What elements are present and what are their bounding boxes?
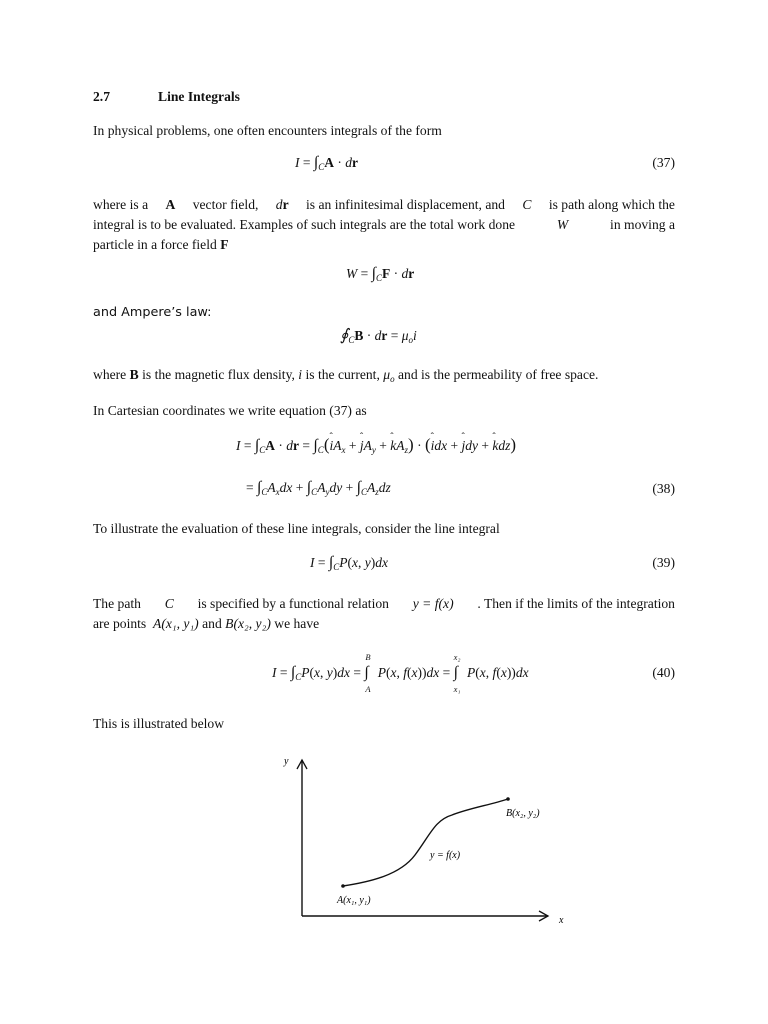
intro-paragraph: In physical problems, one often encounters integrals of the form <box>93 123 442 138</box>
point-A-marker <box>341 884 345 888</box>
paragraph-line-1: where is a A vector field, dr is an infinitesimal displacement, and C is path along which the <box>93 197 675 212</box>
paragraph-path <box>93 594 675 634</box>
equation-39: $I = \int_CP(x$, y)dx <box>310 554 389 572</box>
equation-40: $I = \int_CP(x$, y)dx = ∫ B A P(x, f(x))dx = ∫ x₂ x₁ P(x, f(x))dx <box>272 652 529 694</box>
line-integral-graph <box>270 750 590 950</box>
illustrated-below-text: This is illustrated below <box>93 716 225 731</box>
point-B-marker <box>506 797 510 801</box>
illustrate-paragraph: To illustrate the evaluation of these line integrals, consider the line integral <box>93 521 500 536</box>
section-title: Line Integrals <box>158 89 240 104</box>
equation-39-number: (39) <box>652 555 675 570</box>
equation-38-line-2: = $\int_CA_xdx + \int_CA_ydy + \int_CA_zdz$ <box>246 479 391 497</box>
curve-y-equals-f-of-x <box>343 799 508 886</box>
paragraph-vector-field <box>93 195 675 255</box>
integral-upper-limit-x2: x₂ <box>453 652 461 662</box>
path-line-2: are points A(x₁, y₁) and B(x₂, y₂) we have <box>93 616 320 631</box>
paragraph-line-2: integral is to be evaluated. Examples of such integrals are the total work done W in moving a <box>93 217 675 232</box>
paragraph-line-3: particle in a force field F <box>93 237 229 252</box>
ampere-equation: $∮_CB$ · dr = $\mu_oi$ <box>340 327 417 345</box>
section-number: 2.7 <box>93 89 110 104</box>
integral-upper-limit-B: B <box>365 652 371 662</box>
work-equation: $W = \int_CF$ · dr <box>346 265 415 283</box>
path-line-1: The path C is specified by a functional relation y = f(x) . Then if the limits of the integration <box>93 596 675 611</box>
ampere-label: and Ampere’s law: <box>93 305 212 320</box>
paragraph-magnetic: where B is the magnetic flux density, i is the current, $\mu_o$ and is the permeability of free space. <box>93 367 599 384</box>
integral-lower-limit-A: A <box>365 684 371 694</box>
equation-38-number: (38) <box>652 481 675 496</box>
equation-38-line-1: $I = \int_CA$ · dr = $\int_C(i$ ˆA$_x$ + j ˆA$_y$ + k ˆA$_z$) · (i ˆdx + j ˆdy + k ˆdz) <box>236 435 516 455</box>
point-B-label: B(x₂, y₂) <box>506 808 540 819</box>
equation-37: $I = \int_CA$ · dr <box>295 154 359 172</box>
integral-lower-limit-x1: x₁ <box>453 684 461 694</box>
equation-37-number: (37) <box>652 155 675 170</box>
equation-40-number: (40) <box>652 665 675 680</box>
cartesian-paragraph: In Cartesian coordinates we write equation (37) as <box>93 403 367 418</box>
x-axis-label: x <box>559 915 564 926</box>
curve-label: y = f(x) <box>430 850 461 861</box>
y-axis-label: y <box>284 756 289 767</box>
point-A-label: A(x₁, y₁) <box>337 895 371 906</box>
